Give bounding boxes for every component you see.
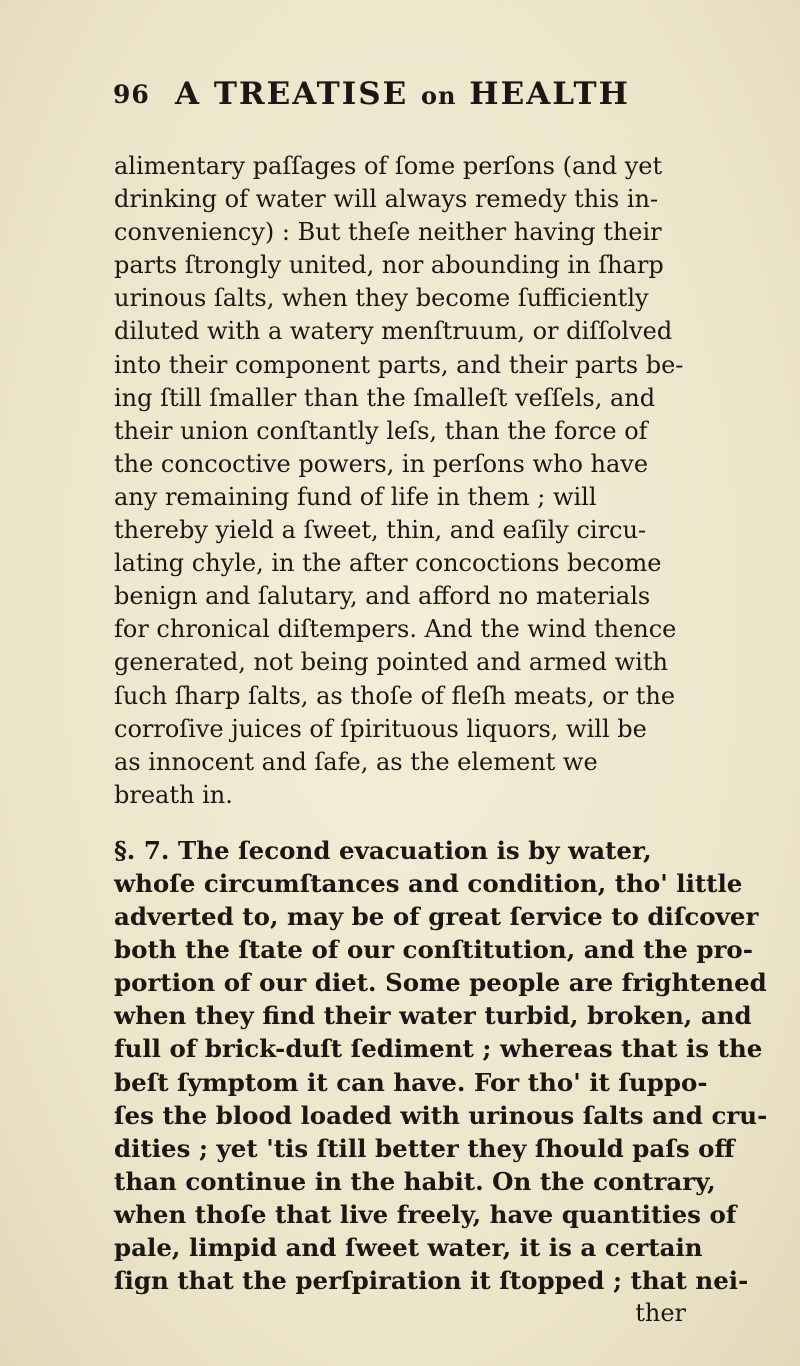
text-line: breath in. [114, 780, 233, 809]
text-line: for chronical diſtempers. And the wind thence [114, 615, 677, 644]
text-line: ſes the blood loaded with urinous ſalts and cru- [114, 1100, 768, 1130]
page-header [113, 76, 673, 120]
text-line: dities ; yet 'tis ſtill better they ſhould paſs off [114, 1133, 735, 1163]
running-title-part-2: HEALTH [456, 76, 630, 112]
text-line: diluted with a watery menſtruum, or diſſolved [114, 317, 673, 346]
text-line: when thoſe that live freely, have quantities of [114, 1199, 737, 1229]
text-line: full of brick-duſt ſediment ; whereas that is the [114, 1034, 763, 1064]
text-line: thereby yield a ſweet, thin, and eaſily circu- [114, 516, 647, 545]
text-line: pale, limpid and ſweet water, it is a certain [114, 1233, 703, 1262]
text-line: adverted to, may be of great ſervice to diſcover [114, 902, 759, 932]
text-line: than continue in the habit. On the contrary, [114, 1166, 716, 1196]
text-line: drinking of water will always remedy this in- [114, 185, 659, 214]
text-line: lating chyle, in the after concoctions become [114, 549, 662, 578]
catchword: ther [635, 1299, 686, 1328]
text-line: ſign that the perſpiration it ſtopped ; that nei- [114, 1266, 749, 1296]
text-line: beſt ſymptom it can have. For tho' it ſuppo- [114, 1067, 708, 1097]
paragraph-2 [114, 834, 768, 1297]
text-line: portion of our diet. Some people are frightened [114, 968, 767, 998]
text-line: into their component parts, and their parts be- [114, 350, 684, 379]
text-line: parts ſtrongly united, nor abounding in ſharp [114, 251, 664, 280]
text-line: any remaining fund of life in them ; will [114, 482, 597, 511]
text-line: their union conſtantly leſs, than the force of [114, 416, 648, 445]
text-line: urinous ſalts, when they become ſufficiently [114, 284, 649, 313]
paragraph-gap [114, 812, 720, 834]
page-number: 96 [113, 80, 150, 109]
text-line: when they find their water turbid, broken, and [114, 1001, 752, 1031]
text-line: benign and ſalutary, and afford no materials [114, 582, 651, 611]
running-title [175, 76, 630, 112]
text-line: alimentary paſſages of ſome perſons (and yet [114, 152, 663, 180]
text-line: the concoctive powers, in perſons who have [114, 449, 649, 478]
text-line: both the ſtate of our conſtitution, and the pro- [114, 935, 753, 965]
running-title-part-1: A TREATISE [175, 76, 422, 112]
body-text [114, 150, 768, 1330]
text-line: ſuch ſharp ſalts, as thoſe of fleſh meats, or the [114, 681, 676, 710]
text-line: conveniency) : But theſe neither having their [114, 218, 662, 247]
text-line: corroſive juices of ſpirituous liquors, will be [114, 714, 647, 743]
text-line: as innocent and ſafe, as the element we [114, 747, 598, 776]
paragraph-1 [114, 150, 720, 812]
text-line: whoſe circumſtances and condition, tho' little [114, 868, 743, 898]
text-line: ing ſtill ſmaller than the ſmalleſt veſſels, and [114, 383, 656, 412]
text-line: §. 7. The ſecond evacuation is by water, [114, 835, 652, 865]
running-title-on: on [421, 81, 457, 110]
text-line: generated, not being pointed and armed with [114, 648, 668, 677]
